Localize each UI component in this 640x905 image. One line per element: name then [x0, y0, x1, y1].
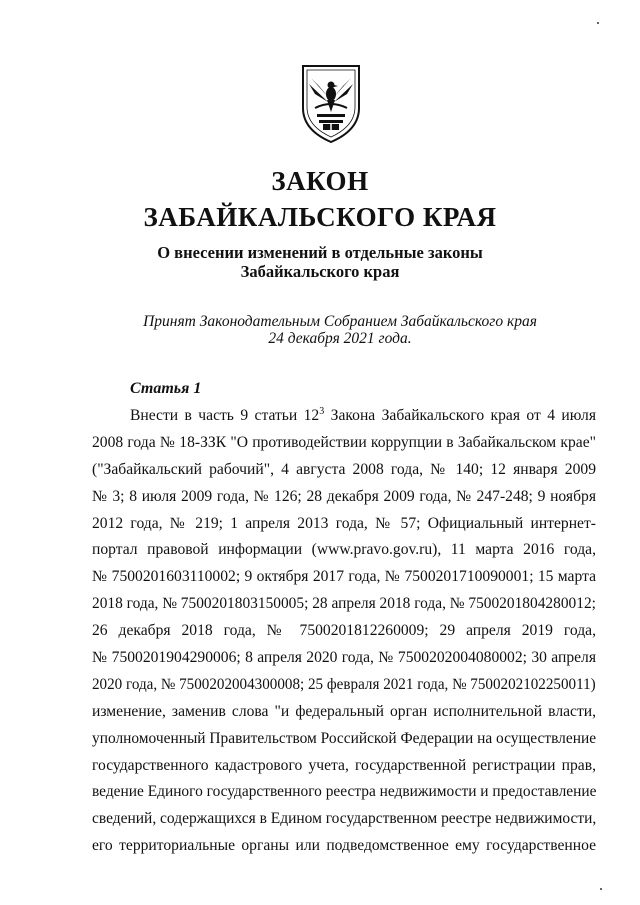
article-line: 2020 года, № 7500202004300008; 25 февраля 2021 года, № 7500202102250011)	[92, 675, 596, 693]
scan-speck	[600, 888, 602, 890]
article-line: № 7500201904290006; 8 апреля 2020 года, № 7500202004080002; 30 апреля	[92, 649, 596, 667]
article-line: сведений, содержащихся в Едином государственном реестре недвижимости,	[92, 810, 596, 828]
article-line: № 3; 8 июля 2009 года, № 126; 28 декабря 2009 года, № 247-248; 9 ноября	[92, 487, 596, 505]
article-line: № 7500201603110002; 9 октября 2017 года, № 7500201710090001; 15 марта	[92, 568, 596, 586]
article-line: государственного кадастрового учета, государственной регистрации прав,	[92, 756, 596, 774]
article-heading: Статья 1	[130, 380, 202, 397]
law-subtitle-line-1: О внесении изменений в отдельные законы	[157, 243, 483, 262]
law-subtitle-line-2: Забайкальского края	[240, 262, 400, 281]
document-type-title: ЗАКОН	[271, 166, 369, 196]
article-line: Внести в часть 9 статьи $12^3$ Закона Забайкальского края от 4 июля	[130, 405, 596, 424]
article-line: 26 декабря 2018 года, № 7500201812260009; 29 апреля 2019 года,	[92, 622, 596, 640]
article-line: 2012 года, № 219; 1 апреля 2013 года, № 57; Официальный интернет-	[92, 514, 596, 532]
scan-speck	[597, 22, 599, 24]
article-line: уполномоченный Правительством Российской Федерации на осуществление	[92, 729, 596, 747]
region-title: ЗАБАЙКАЛЬСКОГО КРАЯ	[143, 202, 497, 232]
article-line: 2018 года, № 7500201803150005; 28 апреля 2018 года, № 7500201804280012;	[92, 595, 596, 613]
adoption-statement: Принят Законодательным Собранием Забайкальского края	[143, 313, 537, 330]
article-line: ("Забайкальский рабочий", 4 августа 2008 года, № 140; 12 января 2009	[92, 460, 596, 478]
coat-of-arms-icon	[299, 64, 363, 144]
article-body	[92, 403, 596, 860]
article-line: изменение, заменив слова "и федеральный орган исполнительной власти,	[92, 702, 596, 720]
article-line: портал правовой информации (www.pravo.gov.ru), 11 марта 2016 года,	[92, 541, 596, 559]
article-line: 2008 года № 18-ЗЗК "О противодействии коррупции в Забайкальском крае"	[92, 433, 596, 451]
adoption-date: 24 декабря 2021 года.	[268, 330, 412, 347]
article-line: его территориальные органы или подведомственное ему государственное	[92, 837, 596, 855]
article-line: ведение Единого государственного реестра недвижимости и предоставление	[92, 783, 596, 801]
